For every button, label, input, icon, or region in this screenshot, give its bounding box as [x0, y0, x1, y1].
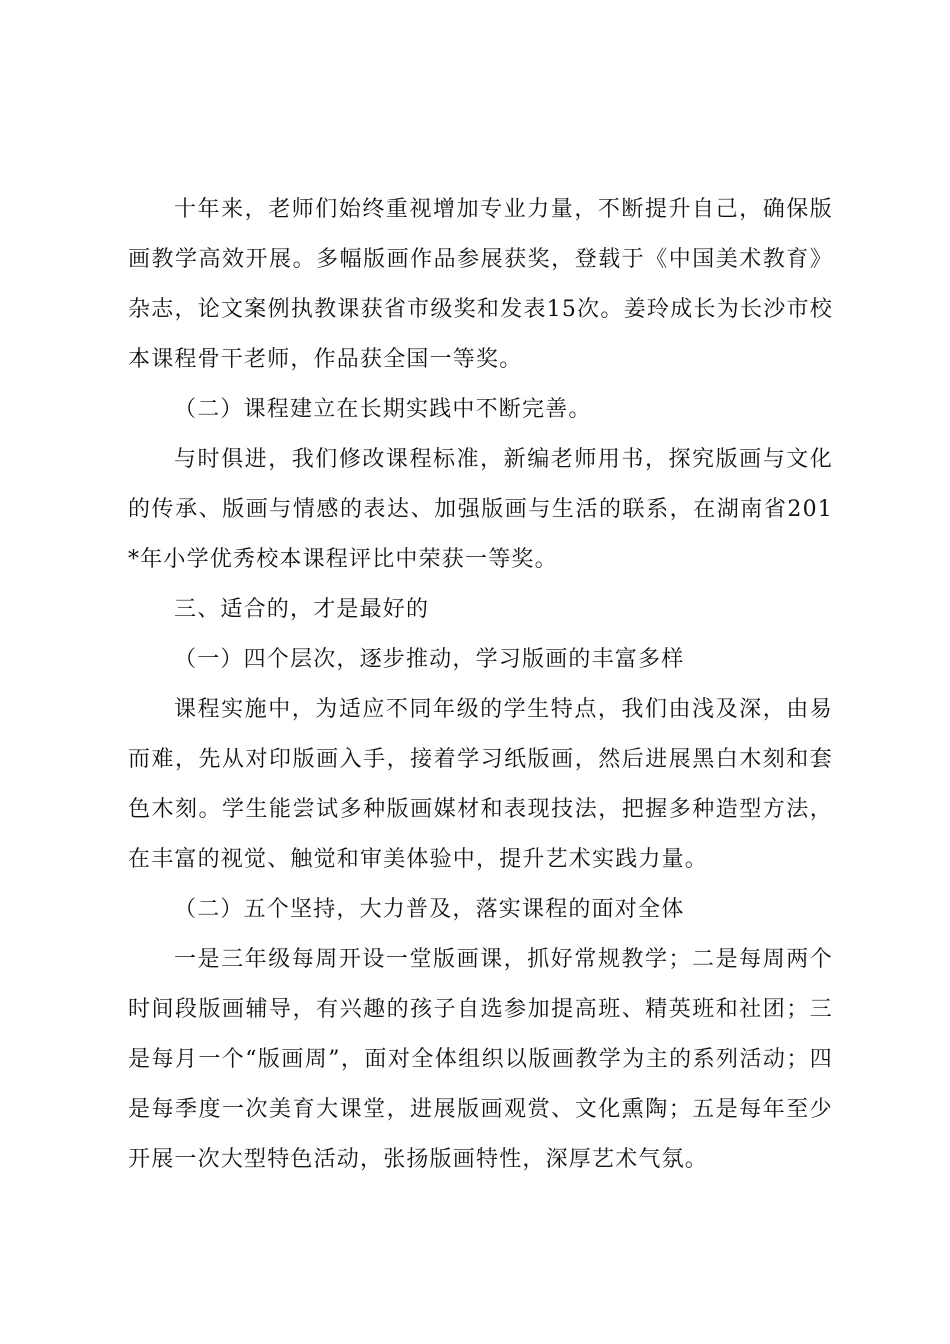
paragraph-curriculum-revision: 与时俱进，我们修改课程标准，新编老师用书，探究版画与文化的传承、版画与情感的表达、加强版画与生活的联系，在湖南省201*年小学优秀校本课程评比中荣获一等奖。 [128, 447, 833, 572]
subheading-course-improvement: （二）课程建立在长期实践中不断完善。 [174, 397, 592, 422]
paragraph-teacher-growth: 十年来，老师们始终重视增加专业力量，不断提升自己，确保版画教学高效开展。多幅版画作品参展获奖，登载于《中国美术教育》杂志，论文案例执教课获省市级奖和发表15次。姜玲成长为长沙市校本课程骨干老师，作品获全国一等奖。 [128, 197, 833, 372]
section-heading-three: 三、适合的，才是最好的 [174, 597, 430, 622]
document-body [128, 185, 833, 1185]
paragraph-weekly-activities: 一是三年级每周开设一堂版画课，抓好常规教学；二是每周两个时间段版画辅导，有兴趣的孩子自选参加提高班、精英班和社团；三是每月一个“版画周”，面对全体组织以版画教学为主的系列活动；四是每季度一次美育大课堂，进展版画观赏、文化熏陶；五是每年至少开展一次大型特色活动，张扬版画特性，深厚艺术气氛。 [128, 947, 833, 1172]
paragraph-course-implementation: 课程实施中，为适应不同年级的学生特点，我们由浅及深，由易而难，先从对印版画入手，接着学习纸版画，然后进展黑白木刻和套色木刻。学生能尝试多种版画媒材和表现技法，把握多种造型方法，在丰富的视觉、触觉和审美体验中，提升艺术实践力量。 [128, 697, 833, 872]
subheading-four-levels: （一）四个层次，逐步推动，学习版画的丰富多样 [174, 647, 685, 672]
subheading-five-persistences: （二）五个坚持，大力普及，落实课程的面对全体 [174, 897, 685, 922]
